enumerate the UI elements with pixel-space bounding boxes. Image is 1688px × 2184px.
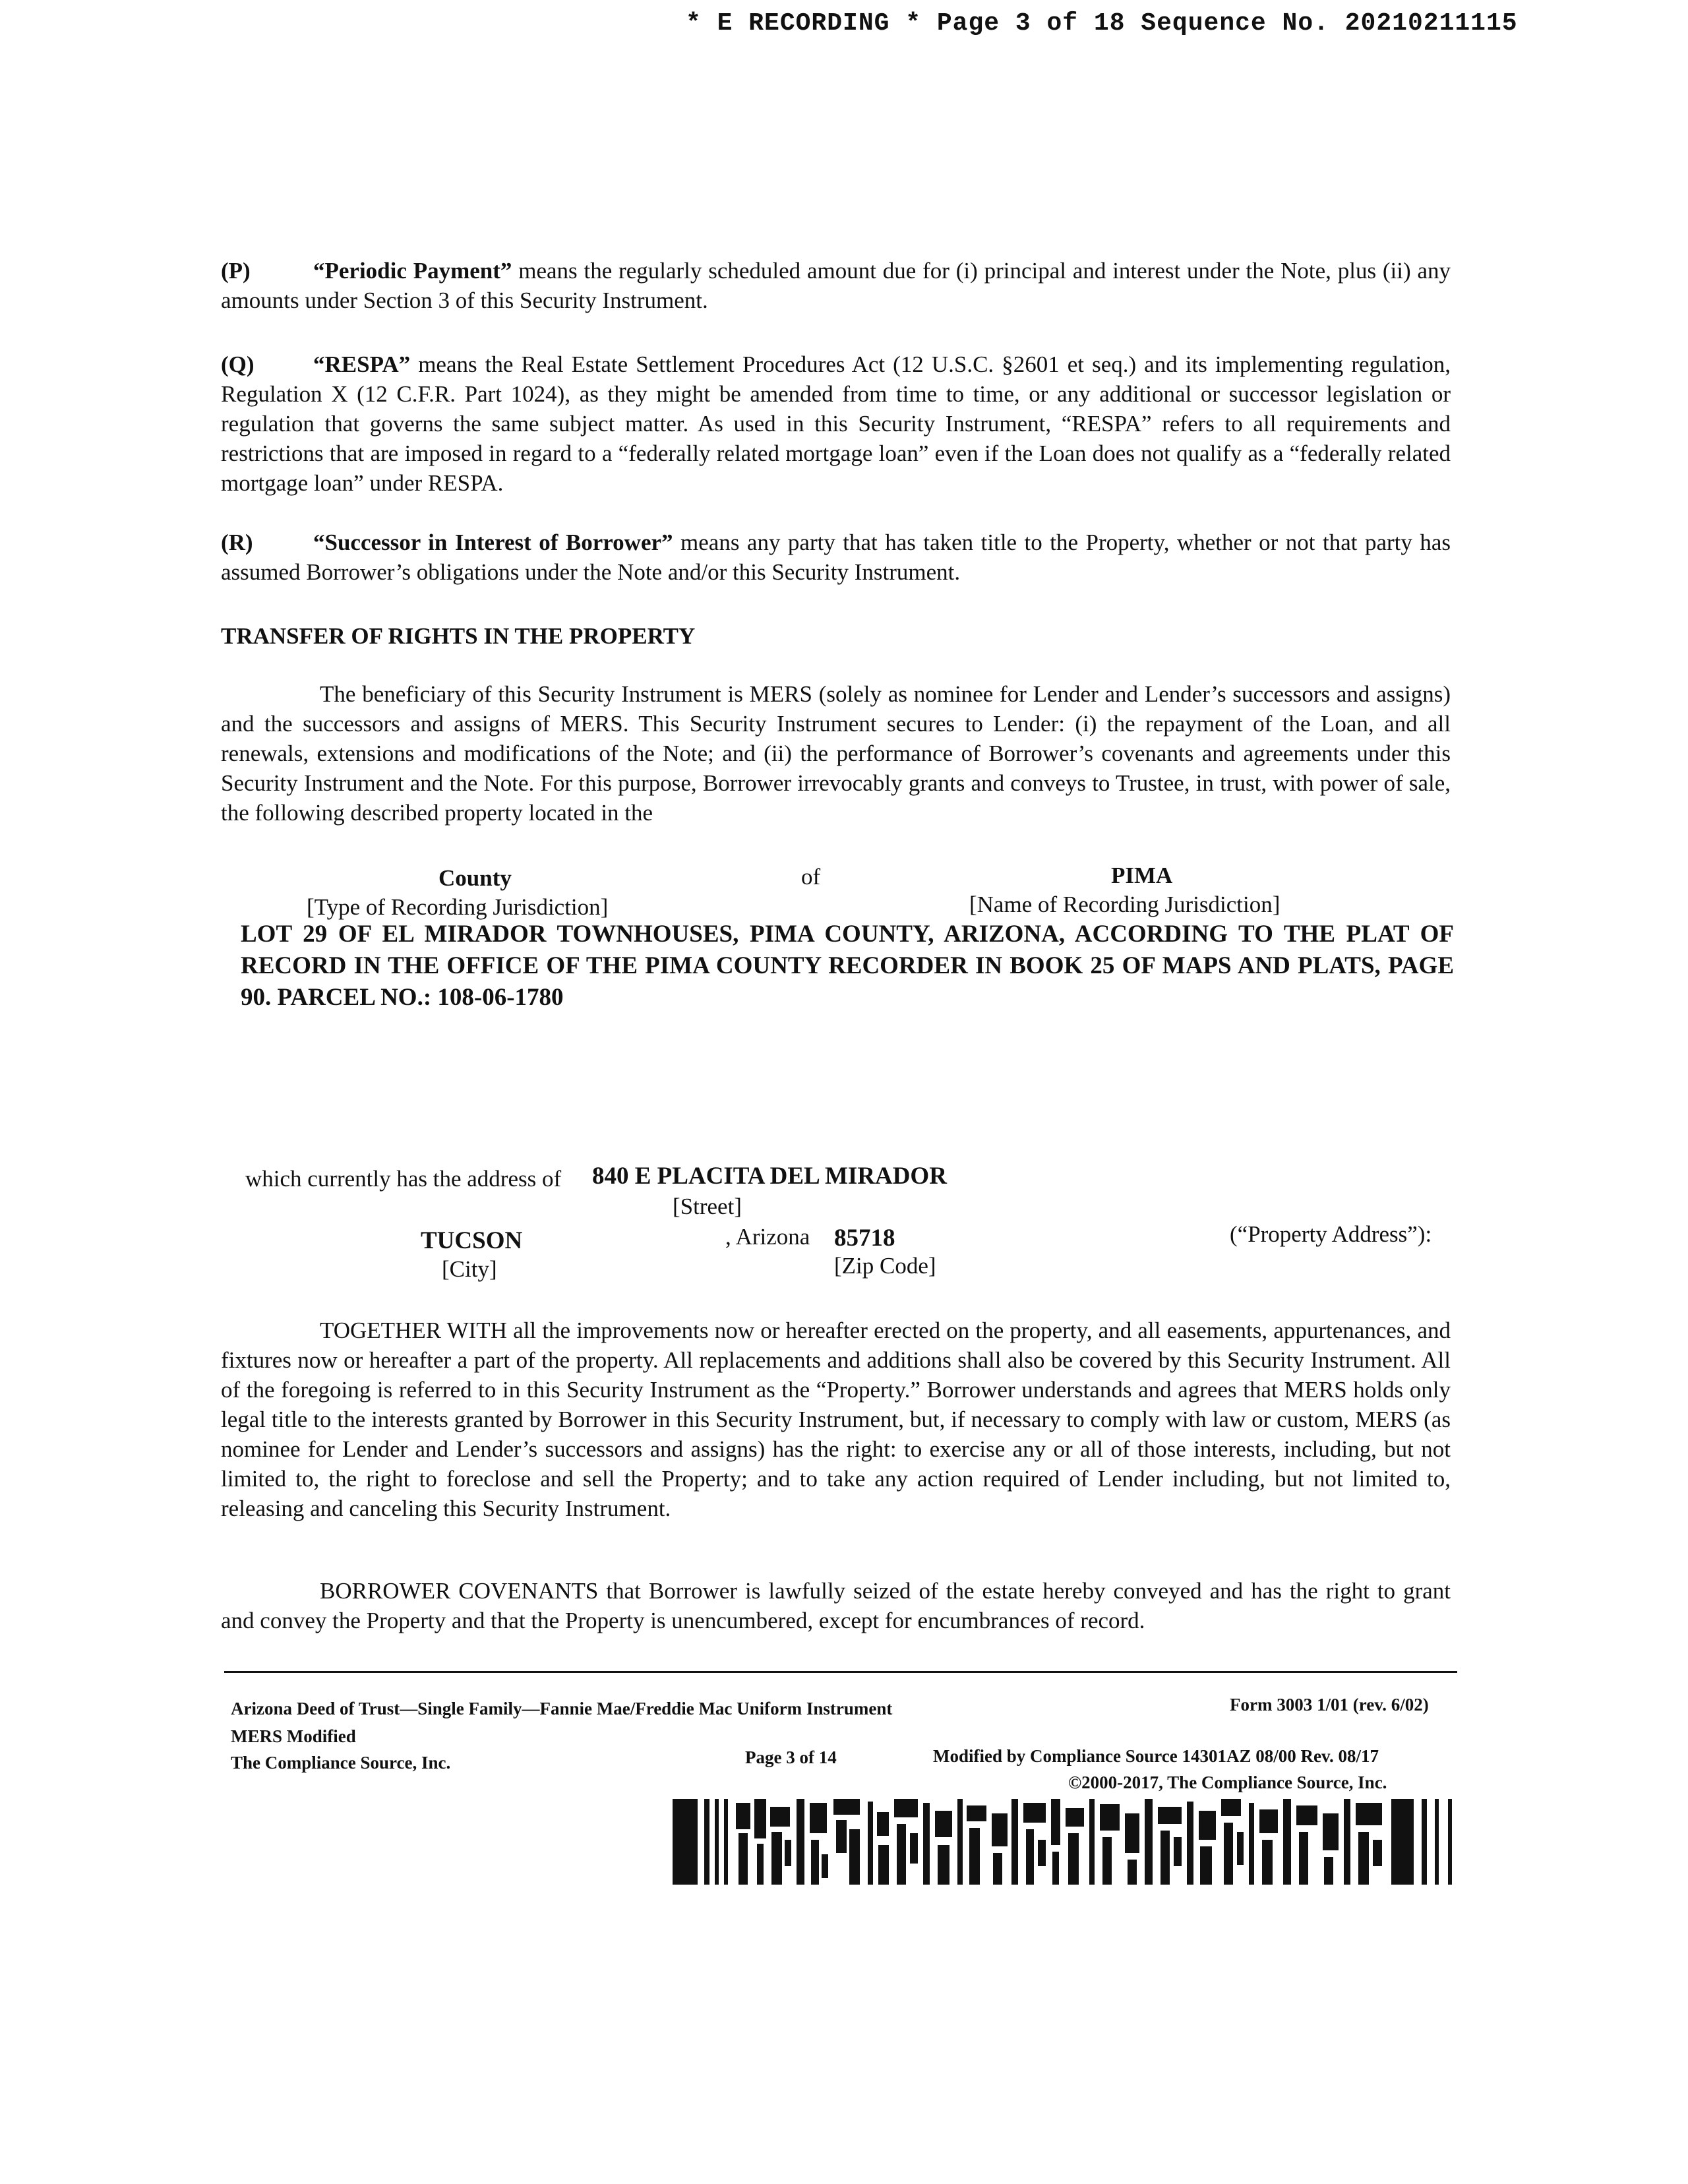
zip-value: 85718 bbox=[834, 1225, 895, 1252]
definition-text: means the regularly scheduled amount due for (i) principal and interest under the Note, plus (ii) any amounts under Section 3 of this Security Instrument. bbox=[221, 258, 1451, 313]
footer-modified-by: Modified by Compliance Source 14301AZ 08/00 Rev. 08/17 bbox=[933, 1746, 1379, 1766]
definition-label: (R) bbox=[221, 530, 253, 555]
footer-divider bbox=[224, 1671, 1457, 1673]
legal-description: LOT 29 OF EL MIRADOR TOWNHOUSES, PIMA COUNTY, ARIZONA, ACCORDING TO THE PLAT OF RECORD IN THE OFFICE OF THE PIMA COUNTY RECORDER IN BOOK 25 OF MAPS AND PLATS, PAGE 90. PARCEL NO.: 108-06-1780 bbox=[241, 921, 1454, 1011]
definition-q bbox=[221, 349, 1451, 498]
definition-label: (Q) bbox=[221, 351, 255, 377]
city-value: TUCSON bbox=[421, 1227, 523, 1254]
section-heading: TRANSFER OF RIGHTS IN THE PROPERTY bbox=[221, 623, 696, 649]
street-value: 840 E PLACITA DEL MIRADOR bbox=[592, 1163, 947, 1190]
footer-copyright: ©2000-2017, The Compliance Source, Inc. bbox=[1068, 1773, 1387, 1792]
jurisdiction-name-caption: [Name of Recording Jurisdiction] bbox=[969, 892, 1281, 917]
definition-text: means the Real Estate Settlement Procedures Act (12 U.S.C. §2601 et seq.) and its implementing regulation, Regulation X (12 C.F.R. Part 1024), as they might be amended from time to time, or any additional or successor legislation or regulation that governs the same subject matter. As used in this Security Instrument, “RESPA” refers to all requirements and restrictions that are imposed in regard to a “federally related mortgage loan” even if the Loan does not qualify as a “federally related mortgage loan” under RESPA. bbox=[221, 351, 1451, 496]
footer-form-number: Form 3003 1/01 (rev. 6/02) bbox=[1230, 1695, 1429, 1714]
street-caption: [Street] bbox=[673, 1194, 742, 1219]
property-address-label: (“Property Address”): bbox=[1230, 1221, 1432, 1247]
transfer-paragraph: The beneficiary of this Security Instrument is MERS (solely as nominee for Lender and Lender’s successors and assigns) and the successors and assigns of MERS. This Security Instrument secures to Lender: (i) the repayment of the Loan, and all renewals, extensions and modifications of the Note; and (ii) the performance of Borrower’s covenants and agreements under this Security Instrument and the Note. For this purpose, Borrower irrevocably grants and conveys to Trustee, in trust, with power of sale, the following described property located in the bbox=[221, 681, 1451, 826]
definition-term: “Successor in Interest of Borrower” bbox=[313, 530, 673, 555]
footer-form-title: Arizona Deed of Trust—Single Family—Fannie Mae/Freddie Mac Uniform Instrument bbox=[231, 1699, 893, 1718]
footer-mers-modified: MERS Modified bbox=[231, 1726, 356, 1746]
jurisdiction-type-caption: [Type of Recording Jurisdiction] bbox=[307, 894, 609, 920]
definition-term: “Periodic Payment” bbox=[313, 258, 512, 284]
recording-header: * E RECORDING * Page 3 of 18 Sequence No. 20210211115 bbox=[686, 9, 1518, 38]
definition-label: (P) bbox=[221, 258, 251, 284]
city-caption: [City] bbox=[442, 1256, 497, 1282]
state-value: , Arizona bbox=[725, 1224, 810, 1250]
jurisdiction-of: of bbox=[801, 864, 821, 890]
barcode-graphic bbox=[673, 1794, 1464, 1886]
definition-text: means any party that has taken title to the Property, whether or not that party has assumed Borrower’s obligations under the Note and/or this Security Instrument. bbox=[221, 530, 1451, 585]
definition-term: “RESPA” bbox=[313, 351, 411, 377]
jurisdiction-type: County bbox=[438, 865, 512, 891]
address-intro: which currently has the address of bbox=[245, 1166, 562, 1192]
jurisdiction-name: PIMA bbox=[1111, 863, 1173, 888]
definition-p bbox=[221, 256, 1451, 315]
footer-page-number: Page 3 of 14 bbox=[745, 1747, 837, 1767]
definition-r bbox=[221, 528, 1451, 587]
zip-caption: [Zip Code] bbox=[834, 1253, 936, 1279]
footer-company: The Compliance Source, Inc. bbox=[231, 1753, 451, 1773]
together-paragraph: TOGETHER WITH all the improvements now or hereafter erected on the property, and all easements, appurtenances, and fixtures now or hereafter a part of the property. All replacements and additions shall also be covered by this Security Instrument. All of the foregoing is referred to in this Security Instrument as the “Property.” Borrower understands and agrees that MERS holds only legal title to the interests granted by Borrower in this Security Instrument, but, if necessary to comply with law or custom, MERS (as nominee for Lender and Lender’s successors and assigns) has the right: to exercise any or all of those interests, including, but not limited to, the right to foreclose and sell the Property; and to take any action required of Lender including, but not limited to, releasing and canceling this Security Instrument. bbox=[221, 1318, 1451, 1521]
covenants-paragraph: BORROWER COVENANTS that Borrower is lawfully seized of the estate hereby conveyed and has the right to grant and convey the Property and that the Property is unencumbered, except for encumbrances of record. bbox=[221, 1578, 1451, 1633]
